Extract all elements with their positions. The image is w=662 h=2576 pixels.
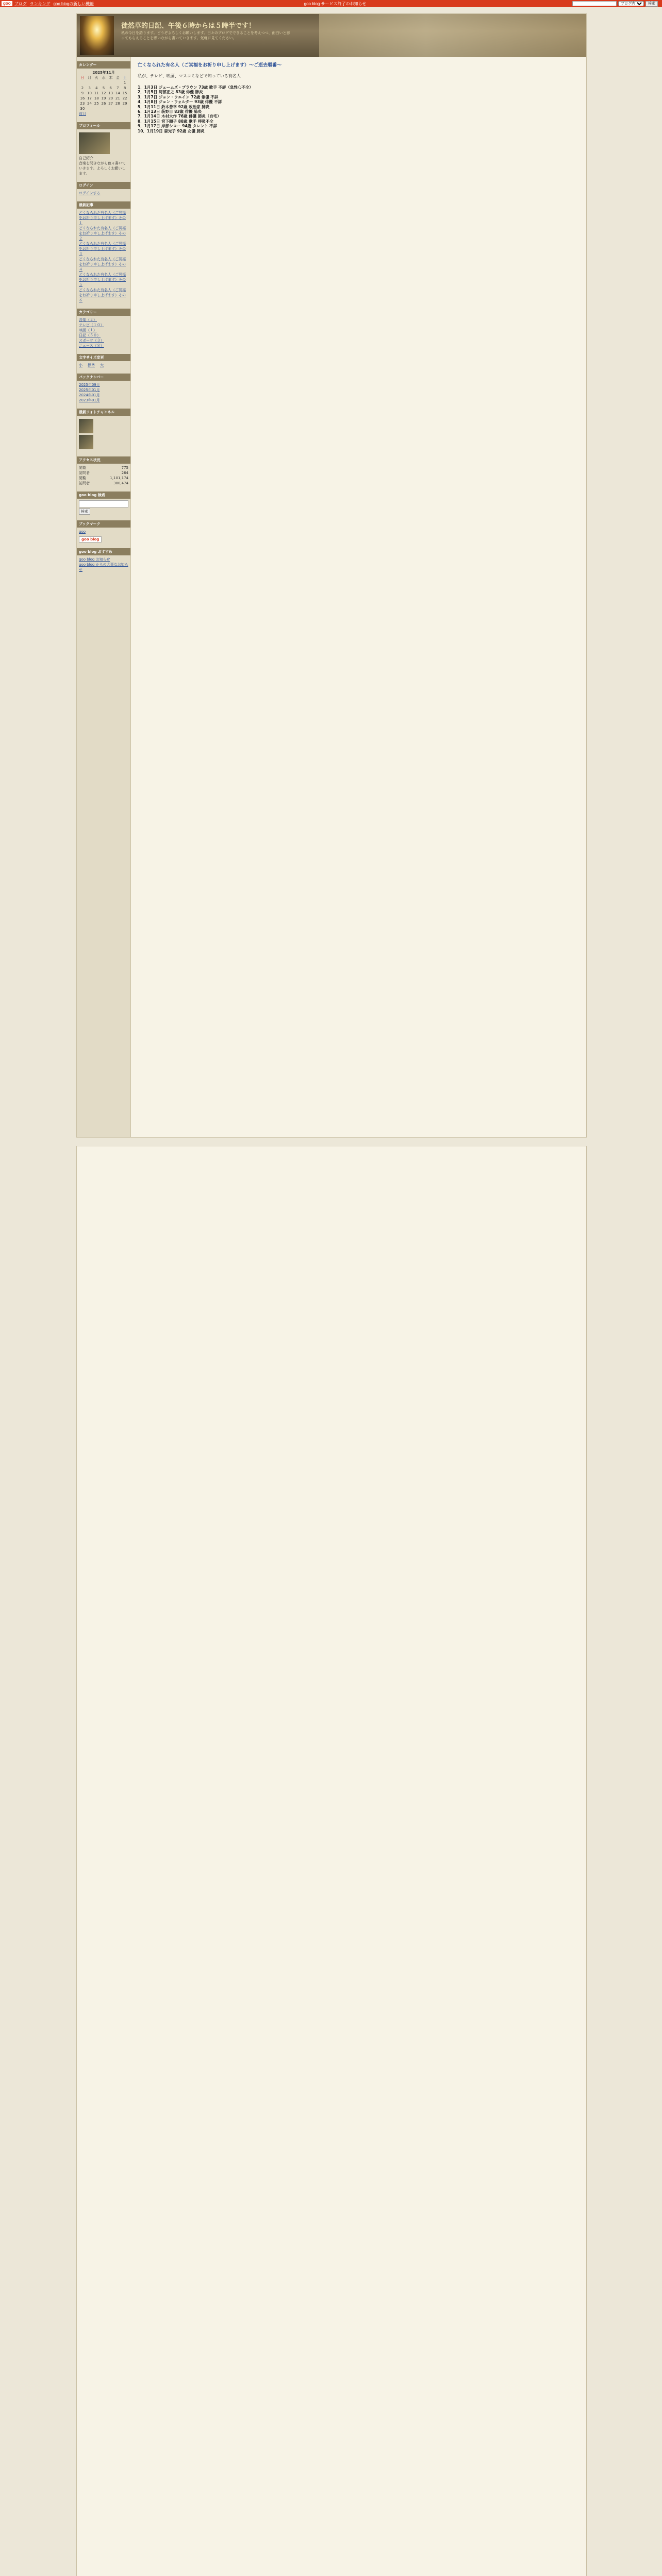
list-item: 10．1月19日 森光子 92歳 女優 肺炎 xyxy=(138,128,205,133)
access-label: 閲覧 xyxy=(79,466,86,470)
calendar-date: 24 xyxy=(87,101,92,106)
access-value: 775 xyxy=(121,466,128,470)
calendar-day: 月 xyxy=(88,76,92,80)
calendar-date xyxy=(100,80,107,86)
calendar-date: 14 xyxy=(115,91,120,95)
top-link-blog[interactable]: ブログ xyxy=(14,1,27,6)
calendar-date: 7 xyxy=(117,86,119,90)
calendar-date: 9 xyxy=(81,91,84,95)
calendar-date: 15 xyxy=(122,91,127,95)
access-value: 264 xyxy=(121,471,128,475)
category-link[interactable]: 映画（１） xyxy=(79,328,97,332)
recent-entry-link[interactable]: どくなられた有名人（ご冥福をお祈り申し上げます）その１ xyxy=(79,211,126,225)
calendar-date: 19 xyxy=(101,96,106,100)
calendar-prev-month-link[interactable]: 前月 xyxy=(79,112,86,116)
font-size-heading: 文字サイズ変更 xyxy=(77,354,130,361)
backnumber-link[interactable]: 2025年09月 xyxy=(79,383,100,387)
calendar-date xyxy=(86,80,93,86)
calendar-date: 17 xyxy=(87,96,92,100)
calendar-day: 日 xyxy=(80,76,85,80)
service-end-notice[interactable]: goo blog サービス終了のお知らせ xyxy=(304,1,367,6)
calendar-date: 27 xyxy=(108,101,113,106)
list-item: 4．1月8日 ジョン・ウォルター 93歳 俳優 不詳 xyxy=(138,99,222,105)
category-link[interactable]: テレビ（１０） xyxy=(79,323,104,327)
category-link[interactable]: 日記（５０） xyxy=(79,333,101,337)
calendar-date: 3 xyxy=(88,86,91,90)
recent-entry-link[interactable]: どくなられた有名人（ご冥福をお祈り申し上げます）その４ xyxy=(79,257,126,272)
recent-entry-link[interactable]: どくなられた有名人（ご冥福をお祈り申し上げます）その６ xyxy=(79,288,126,302)
backnumber-heading: バックナンバー xyxy=(77,374,130,381)
calendar-date: 11 xyxy=(94,91,99,95)
calendar-date xyxy=(100,106,107,111)
recent-entry-link[interactable]: どくなられた有名人（ご冥福をお祈り申し上げます）その２ xyxy=(79,226,126,241)
calendar-date xyxy=(93,106,100,111)
calendar-date xyxy=(86,106,93,111)
calendar-date: 8 xyxy=(123,86,126,90)
recommend-link[interactable]: goo blog からの大事なお知らせ xyxy=(79,563,128,572)
top-link-ranking[interactable]: ランキング xyxy=(29,1,51,6)
calendar-table xyxy=(79,75,128,111)
calendar-day: 木 xyxy=(109,76,113,80)
access-heading: アクセス状況 xyxy=(77,456,130,464)
search-scope-select[interactable] xyxy=(618,1,644,6)
photo-thumbnail[interactable] xyxy=(79,435,93,449)
access-label: 訪問者 xyxy=(79,471,90,475)
calendar-date: 16 xyxy=(80,96,85,100)
category-link[interactable]: ニュース（８） xyxy=(79,344,104,348)
blog-header xyxy=(77,14,586,57)
list-item: 5．1月11日 鈴木善幸 92歳 政治家 肺炎 xyxy=(138,104,210,109)
list-item: 8．1月15日 宮下順子 88歳 歌手 呼吸不全 xyxy=(138,118,213,124)
goo-blog-badge[interactable]: goo blog xyxy=(79,536,102,543)
access-value: 300,474 xyxy=(113,481,128,485)
calendar-month: 2025年11月 xyxy=(92,71,115,75)
recommend-heading: goo blog おすすめ xyxy=(77,548,130,555)
calendar-date xyxy=(121,106,128,111)
calendar-day: 水 xyxy=(102,76,106,80)
profile-text: 音楽を聞きながら色々書いていきます。よろしくお願いします。 xyxy=(79,161,126,176)
search-input[interactable] xyxy=(572,1,617,6)
blog-description: 私の今日を語ります。どうぞよろしくお願いします。日々のブログでできることを考えつつ、面白いと思ってもらえることを願いながら書いていきます。気軽に見てください。 xyxy=(121,31,290,40)
recent-entry-link[interactable]: どくなられた有名人（ご冥福をお祈り申し上げます）その３ xyxy=(79,242,126,256)
list-item: 6．1月13日 荻野目 83歳 俳優 肺炎 xyxy=(138,109,202,114)
login-link[interactable]: ログインする xyxy=(79,191,101,195)
calendar-date: 28 xyxy=(115,101,120,106)
calendar-date: 25 xyxy=(94,101,99,106)
access-value: 1,101,174 xyxy=(110,476,128,480)
backnumber-link[interactable]: 2024年01月 xyxy=(79,393,100,397)
font-size-large-link[interactable]: 大 xyxy=(100,363,104,367)
page-wrapper-continued xyxy=(76,1146,587,2576)
calendar-date xyxy=(114,80,122,86)
calendar-date: 12 xyxy=(101,91,106,95)
top-bar xyxy=(0,0,662,7)
avatar[interactable] xyxy=(79,132,110,154)
blog-search-input[interactable] xyxy=(79,500,128,507)
calendar-day: 金 xyxy=(115,76,120,80)
calendar-day: 土 xyxy=(123,76,127,80)
calendar-date xyxy=(93,80,100,86)
header-background-image xyxy=(319,14,586,57)
calendar-date: 10 xyxy=(87,91,92,95)
candle-image xyxy=(80,16,114,55)
list-item: 7．1月14日 木村大作 76歳 俳優 肺炎（自宅） xyxy=(138,114,221,119)
font-size-small-link[interactable]: 小 xyxy=(79,363,82,367)
list-item: 3．1月7日 ジョン・ウエイン 72歳 俳優 不詳 xyxy=(138,94,219,99)
calendar-heading: カレンダー xyxy=(77,61,130,69)
photo-channel-heading: 最新フォトチャンネル xyxy=(77,409,130,416)
blog-search-heading: goo blog 検索 xyxy=(77,492,130,499)
calendar-date xyxy=(114,106,122,111)
calendar-date: 5 xyxy=(102,86,105,90)
access-label: 閲覧 xyxy=(79,476,86,480)
profile-name: 自己紹介 xyxy=(79,156,93,160)
calendar-date: 13 xyxy=(108,91,113,95)
entry-title[interactable]: 亡くなられた有名人（ご冥福をお祈り申し上げます）～ご逝去順番～ xyxy=(138,63,282,68)
login-heading: ログイン xyxy=(77,182,130,189)
backnumber-link[interactable]: 2023年01月 xyxy=(79,398,100,402)
calendar-date: 1 xyxy=(123,81,126,85)
sidebar xyxy=(77,57,131,1137)
category-link[interactable]: 音楽（２） xyxy=(79,318,97,322)
calendar-date: 29 xyxy=(122,101,127,106)
blog-title[interactable]: 徒然草的日記、午後６時からは５時半です！ xyxy=(121,22,256,30)
calendar-date xyxy=(79,80,86,86)
list-item: 2．1月5日 阿部正之 83歳 俳優 肺炎 xyxy=(138,90,203,95)
recommend-link[interactable]: goo blog お知らせ xyxy=(79,557,110,562)
calendar-date: 23 xyxy=(80,101,85,106)
list-item: 9．1月17日 岸部シロー 94歳 タレント 不詳 xyxy=(138,124,218,129)
backnumber-link[interactable]: 2025年01月 xyxy=(79,388,100,392)
list-item: 1．1月3日 ジェームズ・ブラウン 73歳 歌手 不詳（急性心不全） xyxy=(138,85,253,90)
search-button[interactable]: 検索 xyxy=(646,1,658,7)
calendar-day: 火 xyxy=(94,76,98,80)
page-wrapper xyxy=(76,13,587,1138)
calendar-date: 22 xyxy=(122,96,127,100)
calendar-date xyxy=(107,106,114,111)
calendar-date: 4 xyxy=(95,86,98,90)
entry-intro: 私が、テレビ、映画、マスコミなどで知っている有名人 xyxy=(138,74,241,78)
recent-entries-heading: 最新記事 xyxy=(77,201,130,209)
calendar-date: 2 xyxy=(81,86,84,90)
recent-entry-link[interactable]: どくなられた有名人（ご冥福をお祈り申し上げます）その５ xyxy=(79,273,126,287)
calendar-date: 6 xyxy=(109,86,112,90)
main-content xyxy=(138,61,576,133)
calendar-date: 21 xyxy=(115,96,120,100)
top-link-features[interactable]: goo blogの新しい機能 xyxy=(53,1,94,6)
photo-thumbnail[interactable] xyxy=(79,419,93,433)
bookmark-heading: ブックマーク xyxy=(77,520,130,528)
calendar-date: 18 xyxy=(94,96,99,100)
entry-list xyxy=(138,85,576,133)
access-label: 訪問者 xyxy=(79,481,90,485)
blog-search-button[interactable]: 検索 xyxy=(79,509,90,515)
calendar-date: 20 xyxy=(108,96,113,100)
bookmark-link[interactable]: goo xyxy=(79,530,86,534)
category-heading: カテゴリー xyxy=(77,309,130,316)
category-link[interactable]: スポーツ（３） xyxy=(79,338,104,343)
calendar-date: 30 xyxy=(80,107,85,111)
goo-logo[interactable]: goo xyxy=(2,1,12,6)
font-size-normal-link[interactable]: 標準 xyxy=(88,363,95,367)
calendar-date xyxy=(107,80,114,86)
profile-heading: プロフィール xyxy=(77,122,130,129)
calendar-date: 26 xyxy=(101,101,106,106)
